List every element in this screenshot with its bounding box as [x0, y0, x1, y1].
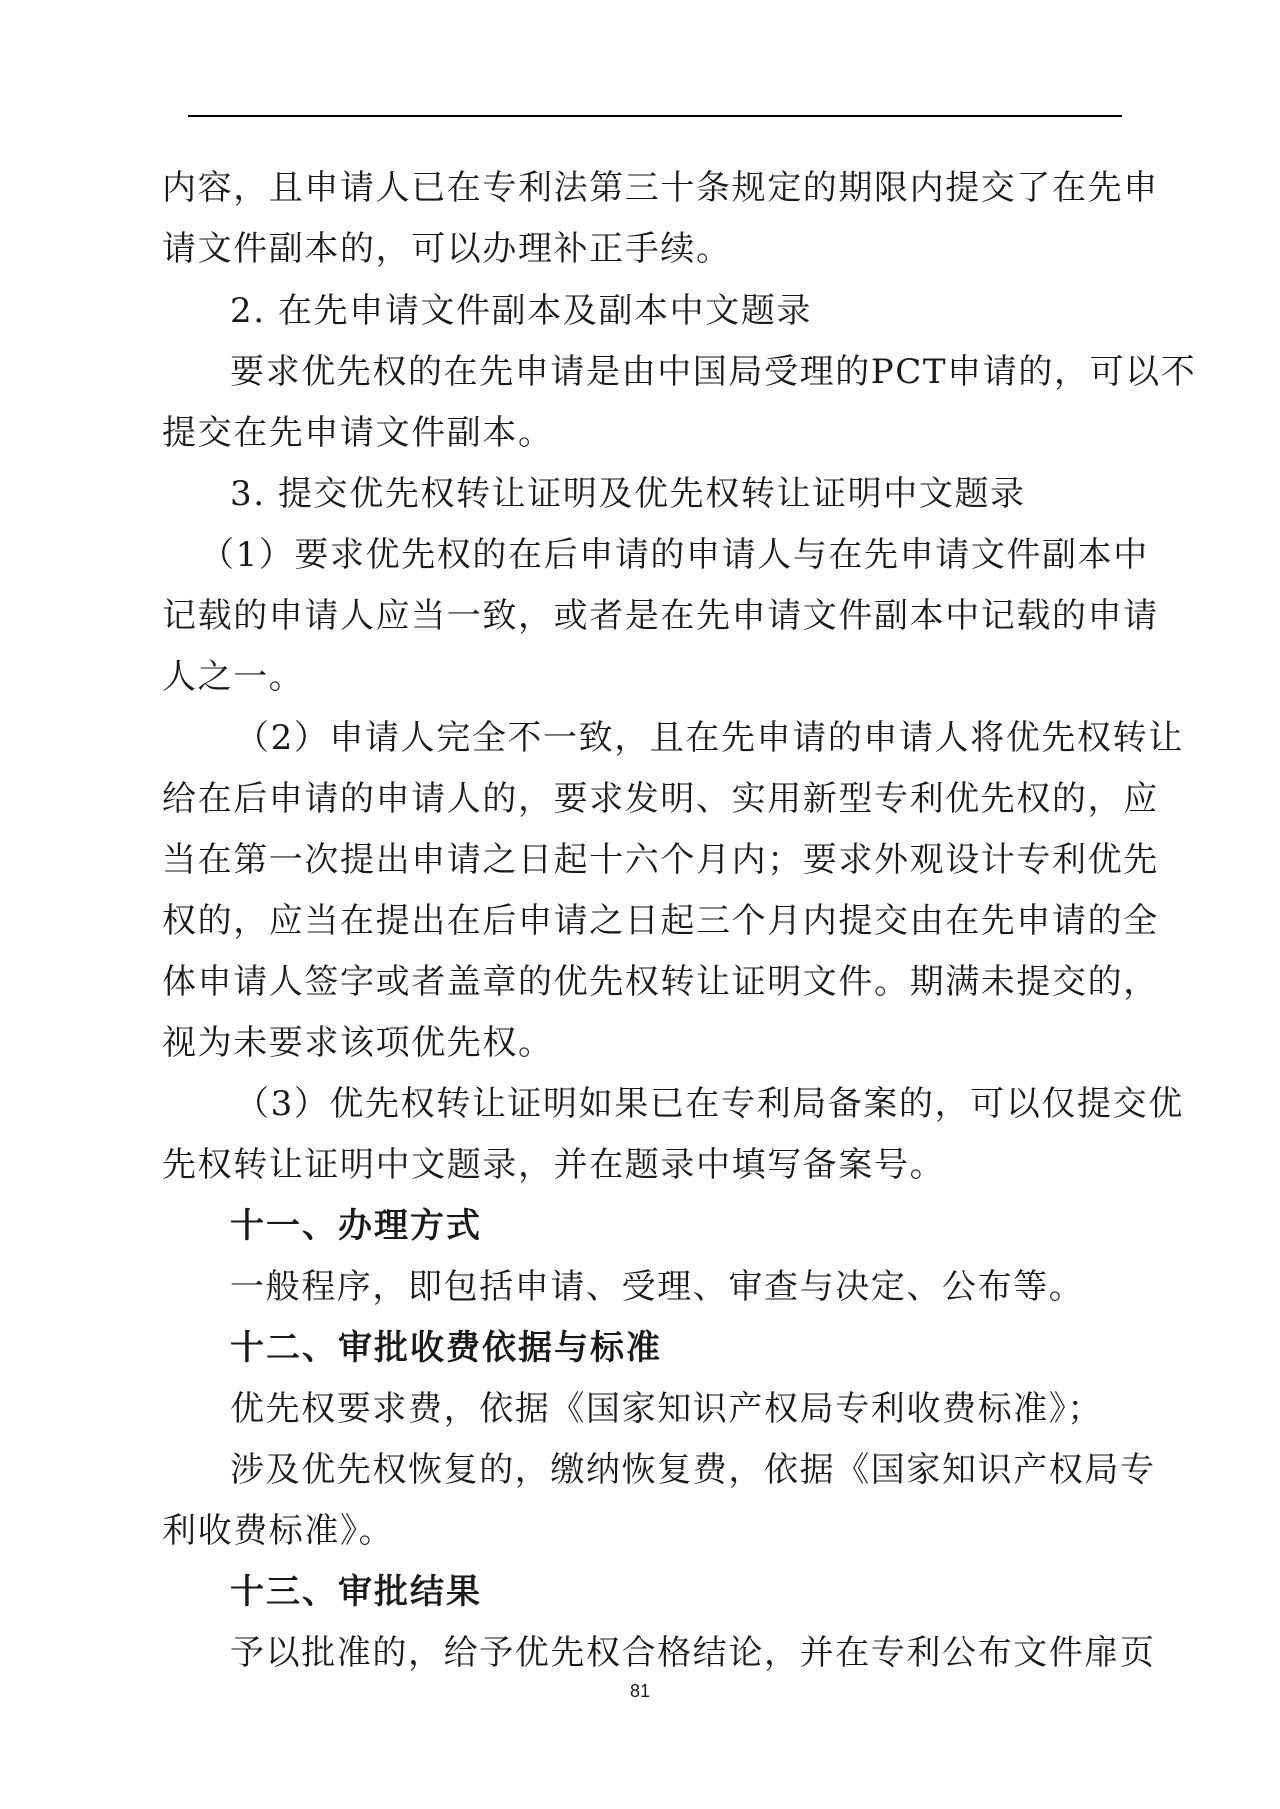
body-line: 人之一。 [162, 657, 305, 697]
body-line: 给在后申请的申请人的，要求发明、实用新型专利优先权的，应 [162, 779, 1159, 819]
body-line: 记载的申请人应当一致，或者是在先申请文件副本中记载的申请 [162, 596, 1159, 636]
header-rule [188, 115, 1122, 117]
body-line: （2）申请人完全不一致，且在先申请的申请人将优先权转让 [235, 718, 1184, 758]
body-line: 提交在先申请文件副本。 [162, 413, 554, 453]
section-heading: 十一、办理方式 [230, 1206, 482, 1246]
body-line: 要求优先权的在先申请是由中国局受理的PCT申请的，可以不 [230, 352, 1197, 392]
body-line: 内容，且申请人已在专利法第三十条规定的期限内提交了在先申 [162, 168, 1159, 208]
body-line: 一般程序，即包括申请、受理、审查与决定、公布等。 [230, 1267, 1085, 1307]
body-line: 权的，应当在提出在后申请之日起三个月内提交由在先申请的全 [162, 901, 1159, 941]
body-line: 利收费标准》。 [162, 1511, 395, 1551]
body-line: 视为未要求该项优先权。 [162, 1023, 554, 1063]
body-line: 请文件副本的，可以办理补正手续。 [162, 229, 732, 269]
body-line: （1）要求优先权的在后申请的申请人与在先申请文件副本中 [200, 535, 1149, 575]
section-heading: 十二、审批收费依据与标准 [230, 1328, 662, 1368]
body-line: 体申请人签字或者盖章的优先权转让证明文件。期满未提交的， [162, 962, 1159, 1002]
body-line: 予以批准的，给予优先权合格结论，并在专利公布文件扉页 [230, 1633, 1156, 1673]
body-line: 先权转让证明中文题录，并在题录中填写备案号。 [162, 1145, 946, 1185]
body-line: （3）优先权转让证明如果已在专利局备案的，可以仅提交优 [235, 1084, 1184, 1124]
body-line: 涉及优先权恢复的，缴纳恢复费，依据《国家知识产权局专 [230, 1450, 1156, 1490]
body-line: 优先权要求费，依据《国家知识产权局专利收费标准》； [230, 1389, 1103, 1429]
body-line: 2. 在先申请文件副本及副本中文题录 [230, 291, 813, 331]
section-heading: 十三、审批结果 [230, 1572, 482, 1612]
page-number: 81 [629, 1681, 651, 1701]
body-line: 3. 提交优先权转让证明及优先权转让证明中文题录 [230, 474, 1026, 514]
body-line: 当在第一次提出申请之日起十六个月内；要求外观设计专利优先 [162, 840, 1159, 880]
